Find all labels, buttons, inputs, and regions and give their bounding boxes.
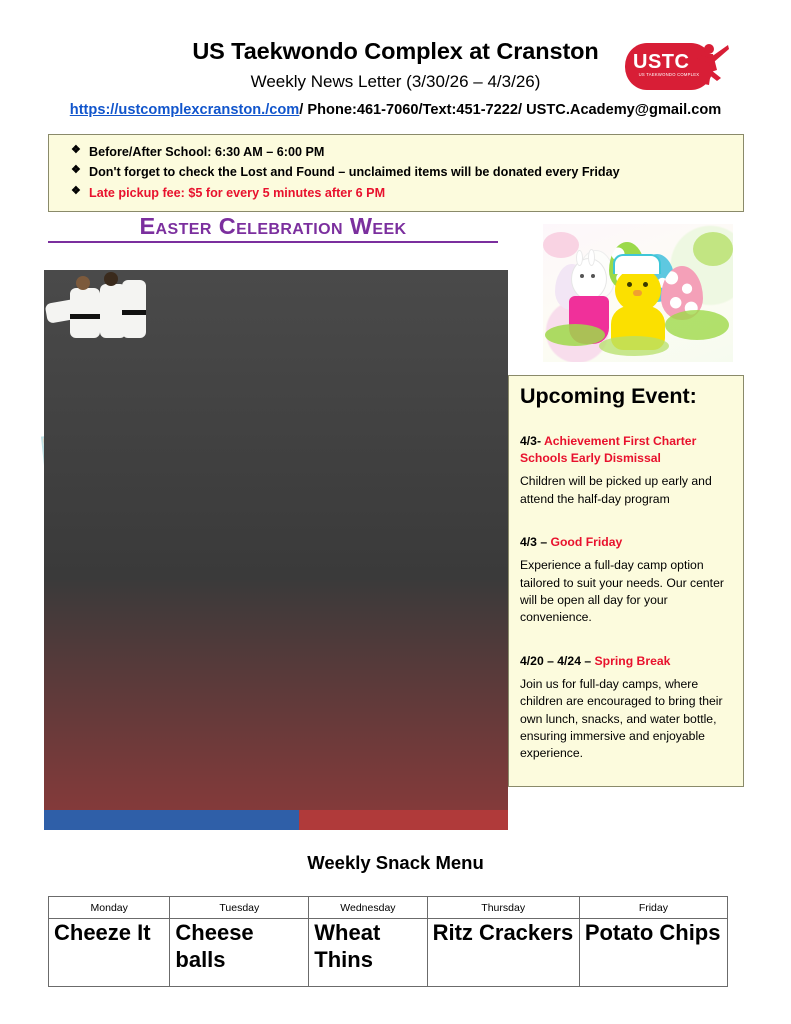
event-description: Join us for full-day camps, where children are encouraged to bring their own lunch, snacks, and water bottle, ensuring immersive and enjoyable experience.	[520, 676, 723, 761]
event-name: Good Friday	[550, 534, 623, 549]
event-item	[520, 534, 732, 627]
upcoming-event-box	[508, 375, 744, 787]
column-header-monday: Monday	[49, 897, 170, 919]
snack-menu-title: Weekly Snack Menu	[307, 852, 484, 873]
logo-tagline: US TAEKWONDO COMPLEX	[638, 72, 700, 77]
bullet-icon: ❖	[71, 164, 81, 177]
snack-thursday: Ritz Crackers	[427, 919, 579, 987]
newsletter-subtitle: Weekly News Letter (3/30/26 – 4/3/26)	[250, 72, 541, 92]
announcement-item-alert	[59, 183, 733, 203]
snack-monday: Cheeze It	[49, 919, 170, 987]
easter-eggs-photo	[543, 224, 733, 362]
event-date-line	[520, 433, 732, 468]
bullet-icon: ❖	[71, 184, 81, 197]
snack-menu-table	[48, 896, 728, 987]
snack-wednesday: Wheat Thins	[309, 919, 427, 987]
column-header-thursday: Thursday	[427, 897, 579, 919]
event-name: Spring Break	[594, 653, 671, 668]
announcements-list	[59, 142, 733, 203]
taekwondo-photo-float	[404, 687, 508, 773]
announcement-text: Late pickup fee: $5 for every 5 minutes after 6 PM	[89, 185, 386, 200]
taekwondo-kick-figure-icon	[625, 40, 729, 93]
table-header-row	[49, 897, 728, 919]
upcoming-event-title: Upcoming Event:	[520, 384, 697, 408]
event-description: Children will be picked up early and attend the half-day program	[520, 474, 712, 506]
logo-text: USTC	[633, 51, 690, 73]
announcement-text: Before/After School: 6:30 AM – 6:00 PM	[89, 145, 325, 159]
event-item	[520, 653, 732, 763]
contact-details: / Phone:461-7060/Text:451-7222/ USTC.Academy@gmail.com	[299, 101, 722, 118]
snack-friday: Potato Chips	[579, 919, 727, 987]
website-link[interactable]: https://ustcomplexcranston./com	[69, 101, 300, 118]
announcement-item	[59, 142, 733, 162]
contact-line	[0, 102, 791, 120]
ustc-logo	[625, 40, 729, 93]
announcement-text: Don't forget to check the Lost and Found – unclaimed items will be donated every Friday	[89, 165, 620, 180]
announcements-box	[48, 134, 744, 212]
event-date: 4/20 – 4/24 –	[520, 653, 595, 668]
column-header-tuesday: Tuesday	[170, 897, 309, 919]
column-header-wednesday: Wednesday	[309, 897, 427, 919]
event-date: 4/3-	[520, 433, 544, 448]
event-description: Experience a full-day camp option tailored to suit your needs. Our center will be open all day for your convenience.	[520, 558, 724, 625]
feature-title-wrap	[48, 213, 498, 243]
taekwondo-photo	[44, 270, 508, 830]
column-header-friday: Friday	[579, 897, 727, 919]
event-date: 4/3 –	[520, 534, 551, 549]
event-item	[520, 433, 732, 508]
event-date-line	[520, 653, 732, 670]
feature-body	[44, 270, 508, 830]
feature-title: Easter Celebration Week	[48, 213, 498, 243]
announcement-item	[59, 162, 733, 182]
newsletter-header	[0, 0, 791, 119]
snack-tuesday: Cheese balls	[170, 919, 309, 987]
table-row	[49, 919, 728, 987]
bullet-icon: ❖	[71, 144, 81, 156]
event-name: Achievement First Charter Schools Early Dismissal	[520, 433, 697, 465]
page-title: US Taekwondo Complex at Cranston	[192, 38, 599, 64]
event-date-line	[520, 534, 732, 551]
